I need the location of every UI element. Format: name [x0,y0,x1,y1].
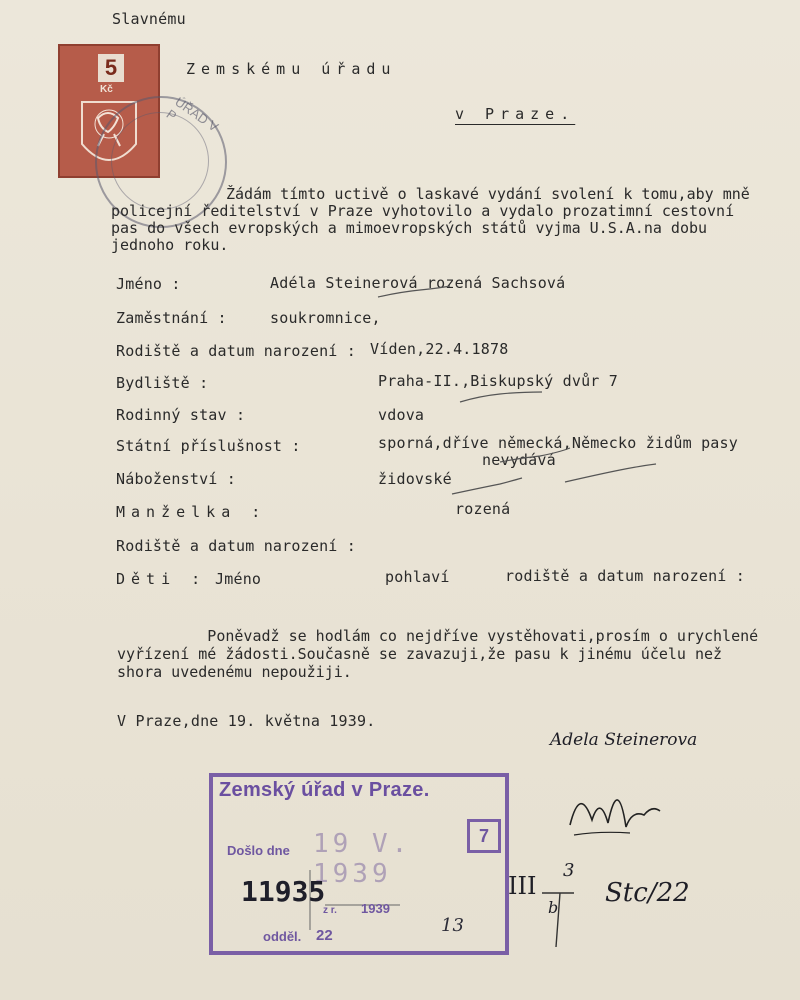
handwritten-note: Stc/22 [605,878,690,908]
handwritten-13: 13 [441,915,464,936]
field-value-marital: vdova [378,406,425,424]
intro-line-3: pas do všech evropských a mimoevropských států vyjma U.S.A.na dobu [111,219,708,237]
registry-stamp [209,773,509,955]
field-value-religion: židovské [378,470,452,488]
registry-year: 1939 [361,901,390,916]
closing-line-1: Poněvadž se hodlám co nejdříve vystěhovati,prosím o urychlené [117,627,759,645]
department-value: 22 [316,927,333,944]
field-label-birthplace-2: Rodiště a datum narození : [116,537,356,555]
fraction-stroke [540,885,580,955]
field-value-residence: Praha-II.,Biskupský dvůr 7 [378,372,618,390]
zr-label: z r. [323,905,337,916]
handwritten-roman: III [508,872,537,900]
field-label-residence: Bydliště : [116,374,209,392]
field-label-children-birth: rodiště a datum narození : [505,567,745,585]
field-label-name: Jméno : [116,275,181,293]
field-value-name: Adéla Steinerová rozená Sachsová [270,274,566,292]
field-value-citizenship-cont: nevydává [482,451,556,469]
field-label-religion: Náboženství : [116,470,236,488]
initials-scribble [560,765,680,855]
field-label-children: Děti : [116,570,207,588]
closing-line-3: shora uvedenému nepoužiji. [117,663,352,681]
field-label-marital: Rodinný stav : [116,406,246,424]
signature: Adela Steinerova [550,730,698,750]
field-label-children-sex: pohlaví [385,568,450,586]
revenue-stamp-value: 5 [98,54,124,82]
addressee-line-3: v Praze. [455,105,576,123]
intro-line-1: Žádám tímto uctivě o laskavé vydání svolení k tomu,aby mně [226,185,750,203]
closing-line-2: vyřízení mé žádosti.Současně se zavazuji,že pasu k jinému účelu než [117,645,723,663]
registry-number: 11935 [241,875,326,908]
field-label-wife: Manželka : [116,503,267,521]
handwritten-fraction-bottom: b [548,898,559,917]
field-label-occupation: Zaměstnání : [116,309,227,327]
field-label-children-name: Jméno [215,570,262,588]
seal-text: ÚŘAD V P [163,94,222,135]
place-and-date: V Praze,dne 19. května 1939. [117,712,376,730]
addressee-line-2: Zemskému úřadu [186,60,397,78]
revenue-stamp-currency: Kč [100,84,113,95]
field-label-citizenship: Státní příslušnost : [116,437,301,455]
handwritten-fraction-top: 3 [563,860,575,881]
intro-line-4: jednoho roku. [111,236,229,254]
field-value-citizenship: sporná,dříve německá,Německo židům pasy [378,434,738,452]
addressee-line-1: Slavnému [112,10,186,28]
registry-box-number: 7 [467,819,501,853]
field-value-occupation: soukromnice, [270,309,381,327]
field-label-birthplace: Rodiště a datum narození : [116,342,356,360]
received-date: 19 V. 1939 [313,829,412,889]
field-value-wife: rozená [455,500,511,518]
registry-stamp-title: Zemský úřad v Praze. [219,779,430,801]
intro-line-2: policejní ředitelství v Praze vyhotovilo a vydalo prozatimní cestovní [111,202,735,220]
received-label: Došlo dne [227,843,290,858]
department-label: odděl. [263,929,302,944]
field-value-birthplace: Víden,22.4.1878 [370,340,509,358]
